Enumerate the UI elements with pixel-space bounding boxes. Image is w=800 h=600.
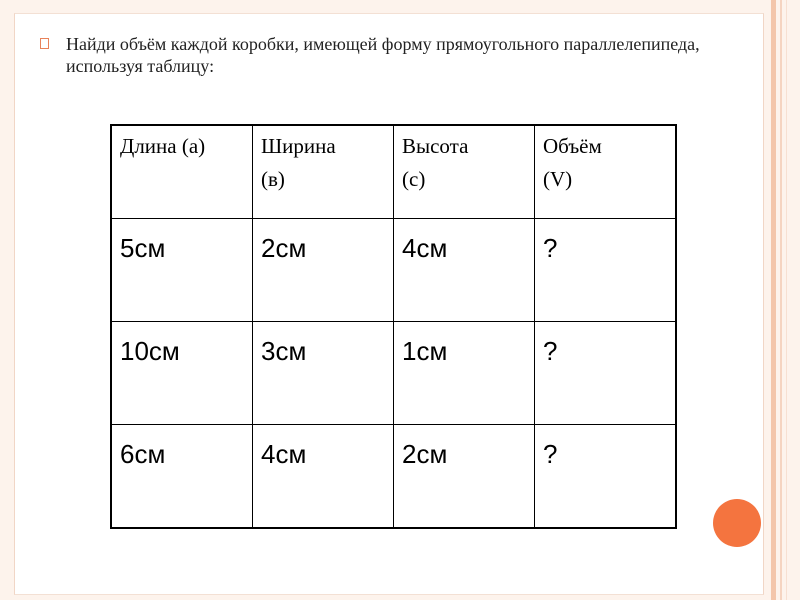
table-cell: 4см	[253, 425, 394, 529]
table-cell: 2см	[253, 219, 394, 322]
table-header-row	[111, 125, 676, 219]
table-cell: 3см	[253, 322, 394, 425]
decorative-stripe	[786, 0, 787, 600]
table-cell: 4см	[394, 219, 535, 322]
table-cell: ?	[535, 219, 677, 322]
table-row	[111, 219, 676, 322]
header-height	[394, 125, 535, 219]
table-row	[111, 322, 676, 425]
header-volume	[535, 125, 677, 219]
header-width	[253, 125, 394, 219]
header-length	[111, 125, 253, 219]
decorative-stripe	[780, 0, 782, 600]
table-cell: 5см	[111, 219, 253, 322]
header-label: Объём	[543, 134, 602, 158]
table-cell: 2см	[394, 425, 535, 529]
table-cell: ?	[535, 322, 677, 425]
decorative-stripe	[771, 0, 776, 600]
table-row	[111, 425, 676, 529]
table-cell: ?	[535, 425, 677, 529]
table-cell: 10см	[111, 322, 253, 425]
header-label: Высота	[402, 134, 469, 158]
table-cell: 1см	[394, 322, 535, 425]
header-label: Ширина	[261, 134, 336, 158]
table-cell: 6см	[111, 425, 253, 529]
bullet-icon	[40, 38, 49, 49]
header-label: Длина (а)	[120, 134, 206, 158]
task-text: Найди объём каждой коробки, имеющей форму прямоугольного параллелепипеда, используя таблицу:	[66, 34, 700, 76]
header-symbol: (в)	[261, 167, 285, 191]
header-symbol: (с)	[402, 167, 426, 191]
volume-table	[110, 124, 677, 529]
decorative-circle	[713, 499, 761, 547]
header-symbol: (V)	[543, 167, 573, 191]
